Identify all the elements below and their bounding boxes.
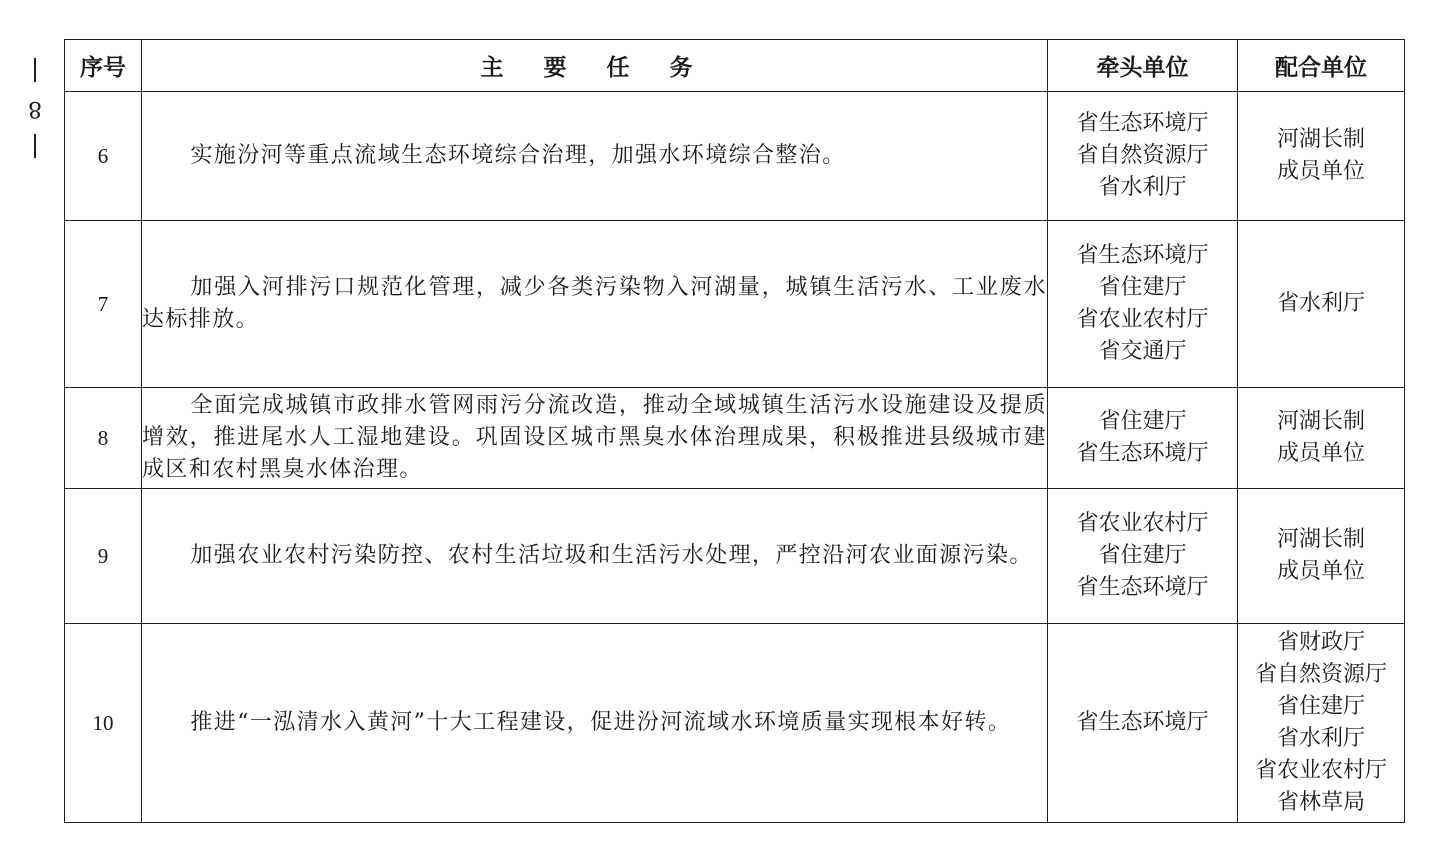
row-coop-units bbox=[1238, 221, 1405, 388]
coop-unit: 省林草局 bbox=[1276, 790, 1365, 815]
coop-unit: 成员单位 bbox=[1276, 441, 1365, 466]
table-row bbox=[65, 221, 1405, 388]
page-number-dash-top bbox=[34, 58, 36, 82]
row-index: 6 bbox=[65, 92, 142, 221]
table-row bbox=[65, 92, 1405, 221]
task-table bbox=[64, 39, 1405, 823]
table-row bbox=[65, 388, 1405, 489]
row-coop-units bbox=[1238, 624, 1405, 823]
lead-unit: 省住建厅 bbox=[1098, 275, 1187, 300]
table-header-row bbox=[65, 40, 1405, 92]
row-task: 全面完成城镇市政排水管网雨污分流改造，推动全域城镇生活污水设施建设及提质增效，推进尾水人工湿地建设。巩固设区城市黑臭水体治理成果，积极推进县级城市建成区和农村黑臭水体治理。 bbox=[142, 388, 1048, 489]
row-lead-units bbox=[1048, 221, 1238, 388]
lead-unit: 省生态环境厅 bbox=[1076, 111, 1209, 136]
row-index: 7 bbox=[65, 221, 142, 388]
lead-unit: 省自然资源厅 bbox=[1076, 143, 1209, 168]
coop-unit: 省水利厅 bbox=[1276, 291, 1365, 316]
row-index: 10 bbox=[65, 624, 142, 823]
header-coop-unit: 配合单位 bbox=[1238, 40, 1405, 92]
row-index: 8 bbox=[65, 388, 142, 489]
coop-unit: 成员单位 bbox=[1276, 159, 1365, 184]
coop-unit: 河湖长制 bbox=[1276, 409, 1365, 434]
page-number bbox=[22, 58, 48, 158]
lead-unit: 省农业农村厅 bbox=[1076, 307, 1209, 332]
table-row bbox=[65, 624, 1405, 823]
lead-unit: 省住建厅 bbox=[1098, 543, 1187, 568]
coop-unit: 省水利厅 bbox=[1276, 726, 1365, 751]
header-task: 主 要 任 务 bbox=[142, 40, 1048, 92]
coop-unit: 河湖长制 bbox=[1276, 127, 1365, 152]
lead-unit: 省交通厅 bbox=[1098, 339, 1187, 364]
page-number-value: 8 bbox=[28, 96, 42, 121]
row-task: 推进“一泓清水入黄河”十大工程建设，促进汾河流域水环境质量实现根本好转。 bbox=[142, 624, 1048, 823]
row-task: 加强入河排污口规范化管理，减少各类污染物入河湖量，城镇生活污水、工业废水达标排放。 bbox=[142, 221, 1048, 388]
lead-unit: 省农业农村厅 bbox=[1076, 511, 1209, 536]
lead-unit: 省水利厅 bbox=[1098, 175, 1187, 200]
row-lead-units bbox=[1048, 388, 1238, 489]
coop-unit: 成员单位 bbox=[1276, 559, 1365, 584]
row-index: 9 bbox=[65, 489, 142, 624]
lead-unit: 省住建厅 bbox=[1098, 409, 1187, 434]
row-task: 实施汾河等重点流域生态环境综合治理，加强水环境综合整治。 bbox=[142, 92, 1048, 221]
page-number-dash-bottom bbox=[34, 134, 36, 158]
row-lead-units bbox=[1048, 92, 1238, 221]
row-lead-units bbox=[1048, 624, 1238, 823]
row-task: 加强农业农村污染防控、农村生活垃圾和生活污水处理，严控沿河农业面源污染。 bbox=[142, 489, 1048, 624]
lead-unit: 省生态环境厅 bbox=[1076, 441, 1209, 466]
coop-unit: 省自然资源厅 bbox=[1254, 662, 1387, 687]
row-coop-units bbox=[1238, 489, 1405, 624]
lead-unit: 省生态环境厅 bbox=[1076, 243, 1209, 268]
lead-unit: 省生态环境厅 bbox=[1076, 710, 1209, 735]
header-index: 序号 bbox=[65, 40, 142, 92]
coop-unit: 省住建厅 bbox=[1276, 694, 1365, 719]
table-row bbox=[65, 489, 1405, 624]
coop-unit: 河湖长制 bbox=[1276, 527, 1365, 552]
row-coop-units bbox=[1238, 388, 1405, 489]
row-lead-units bbox=[1048, 489, 1238, 624]
row-coop-units bbox=[1238, 92, 1405, 221]
coop-unit: 省财政厅 bbox=[1276, 630, 1365, 655]
lead-unit: 省生态环境厅 bbox=[1076, 575, 1209, 600]
coop-unit: 省农业农村厅 bbox=[1254, 758, 1387, 783]
header-lead-unit: 牵头单位 bbox=[1048, 40, 1238, 92]
